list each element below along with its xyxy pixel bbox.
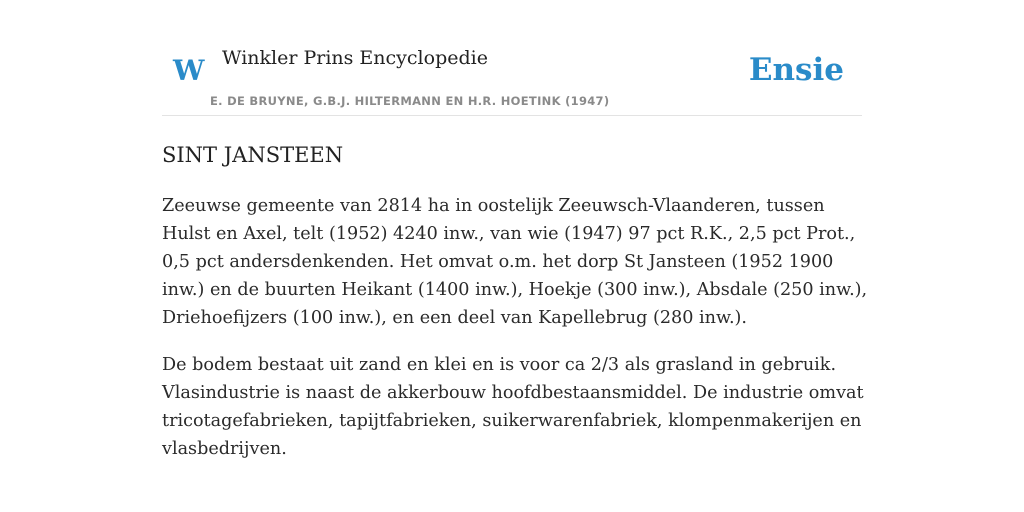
book-authors: E. DE BRUYNE, G.B.J. HILTERMANN EN H.R. HOETINK (1947)	[210, 94, 610, 108]
page-header	[162, 40, 862, 116]
entry-paragraph-2: De bodem bestaat uit zand en klei en is voor ca 2/3 als grasland in gebruik. Vlasindustrie is naast de akkerbouw hoofdbestaansmiddel. De industrie omvat tricotagefabrieken, tapijtfabrieken, suikerwarenfabriek, klompenmakerijen en vlasbedrijven.	[162, 355, 864, 459]
winkler-prins-logo-icon[interactable]: W	[173, 54, 205, 87]
ensie-logo-link[interactable]: Ensie	[748, 52, 844, 88]
entry-paragraph-1: Zeeuwse gemeente van 2814 ha in oostelijk Zeeuwsch-Vlaanderen, tussen Hulst en Axel, telt (1952) 4240 inw., van wie (1947) 97 pct R.K., 2,5 pct Prot., 0,5 pct andersdenkenden. Het omvat o.m. het dorp St Jansteen (1952 1900 inw.) en de buurten Heikant (1400 inw.), Hoekje (300 inw.), Absdale (250 inw.), Driehoefijzers (100 inw.), en een deel van Kapellebrug (280 inw.).	[162, 196, 868, 328]
book-title[interactable]: Winkler Prins Encyclopedie	[222, 47, 488, 69]
entry-title: SINT JANSTEEN	[162, 143, 344, 167]
